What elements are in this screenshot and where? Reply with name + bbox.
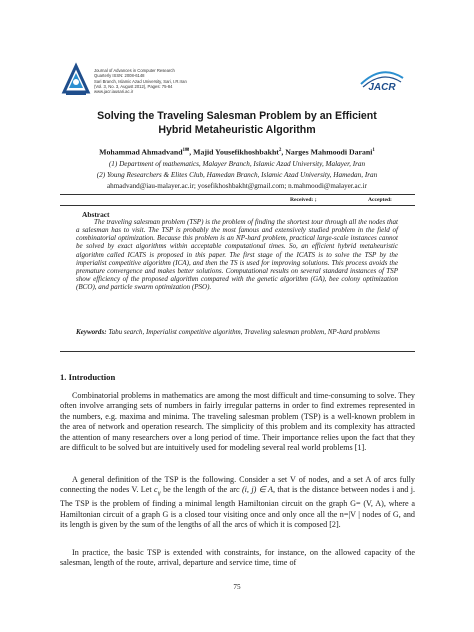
paper-title	[0, 110, 474, 137]
abstract-text	[76, 218, 398, 291]
body-paragraph-3	[60, 548, 415, 569]
author-sep: ,	[189, 147, 194, 157]
abstract-heading: Abstract	[82, 210, 110, 219]
jacr-logo	[357, 66, 407, 92]
cij-symbol: $c_{ij}$	[154, 485, 161, 498]
page-number: 75	[233, 583, 241, 591]
header-rule	[60, 194, 415, 195]
keywords-list: Tabu search, Imperialist competitive algorithm, Traveling salesman problem, NP-hard problems	[108, 328, 380, 336]
author-1: Mohammad Ahmadvand	[99, 147, 183, 157]
author-3: Narges Mahmoodi Darani	[285, 147, 373, 157]
abstract-bottom-rule	[60, 351, 415, 352]
author-3-sup: 1	[372, 148, 375, 153]
abstract-body: The traveling salesman problem (TSP) is the problem of finding the shortest tour through all the nodes that a salesman has to visit. The TSP is probably the most famous and extensively studied problem in the field of combinatorial optimization. Because this problem is an NP-hard problem, practical large-scale instances cannot be solved by exact algorithms within acceptable computational times. So, an efficient hybrid metaheuristic algorithm called ICATS is proposed in this paper. The first stage of the ICATS is to solve the TSP by the imperialist competitive algorithm (ICA), and then the TS is used for improving solutions. This process avoids the premature convergence and makes better solutions. Computational results on several standard instances of TSP show efficiency of the proposed algorithm compared with the genetic algorithm (GA), bee colony optimization (BCO), and particle swarm optimization (PSO).	[76, 218, 398, 292]
affiliation-2: (2) Young Researchers & Elites Club, Hamedan Branch, Islamic Azad University, Hamedan, Iran	[96, 171, 378, 179]
accepted-date: Accepted:	[368, 197, 392, 203]
section-heading: 1. Introduction	[60, 372, 116, 382]
jacr-logo-text: JACR	[368, 82, 396, 92]
journal-name: Journal of Advances in Computer Research	[94, 68, 175, 73]
keywords	[76, 328, 398, 337]
author-2: Majid Yousefikhoshbakht	[193, 147, 279, 157]
body-paragraph-1	[60, 391, 415, 453]
journal-logo	[60, 62, 92, 98]
journal-volume: (Vol. 3, No. 3, August 2012), Pages: 75-84	[94, 83, 173, 89]
body-paragraph-2	[60, 475, 415, 531]
title-line-2: Hybrid Metaheuristic Algorithm	[158, 123, 316, 136]
journal-issn: Quarterly ISSN: 2008-6148	[94, 73, 145, 79]
journal-info	[94, 68, 187, 94]
keywords-label: Keywords:	[76, 328, 107, 336]
received-date: Received: ;	[290, 197, 317, 203]
author-1-sup: 1✉	[182, 148, 190, 153]
journal-publisher: Sari Branch, Islamic Azad University, Sari, I.R.Iran	[94, 78, 187, 84]
author-sep: ,	[281, 147, 286, 157]
affiliation-1: (1) Department of mathematics, Malayer Branch, Islamic Azad University, Malayer, Iran	[108, 160, 366, 168]
journal-url: www.jacr.iausari.ac.ir	[94, 89, 134, 95]
title-line-1: Solving the Traveling Salesman Problem by an Efficient	[97, 110, 377, 122]
paragraph-2-text-a: A general definition of the TSP is the following. Consider a set V of nodes, and a set A of arcs fully connecting the nodes V. Let	[60, 475, 415, 495]
paragraph-1-text: Combinatorial problems in mathematics are among the most difficult and time-consuming to solve. They often involve arranging sets of numbers in fairly irregular patterns in order to find extremes represented in the numbers, e.g. maxima and minima. The traveling salesman problem (TSP) is a well-known problem in the area of network and operation research. The simplicity of this problem and its complexity has attracted the attention of many researchers over a long period of time. Their importance relies upon the fact that they are difficult to be solved but are intuitively used for modeling several real world problems [1].	[60, 391, 415, 453]
paragraph-2-text-c: , that is the distance between nodes i and j. The TSP is the problem of finding a minimal length Hamiltonian circuit on the graph G= (V, A), where a Hamiltonian circuit of a graph G is a closed tour visiting once and only once all the n=|V | nodes of G, and its length is given by the sum of the lengths of all the arcs of which it is composed [2].	[60, 485, 416, 530]
paragraph-2-text-b: be the length of the arc	[160, 485, 240, 495]
paragraph-3-text: In practice, the basic TSP is extended with constraints, for instance, on the allowed capacity of the salesman, length of the route, arrival, departure and service time, time of	[60, 548, 415, 568]
author-emails: ahmadvand@iau-malayer.ac.ir; yosefikhoshbakht@gmail.com; n.mahmoodi@malayer.ac.ir	[107, 182, 367, 190]
author-2-sup: 2	[278, 148, 282, 153]
author-list	[0, 147, 474, 157]
arc-expression: (i, j) ∈ A	[239, 485, 273, 495]
abstract-top-rule	[60, 205, 415, 206]
